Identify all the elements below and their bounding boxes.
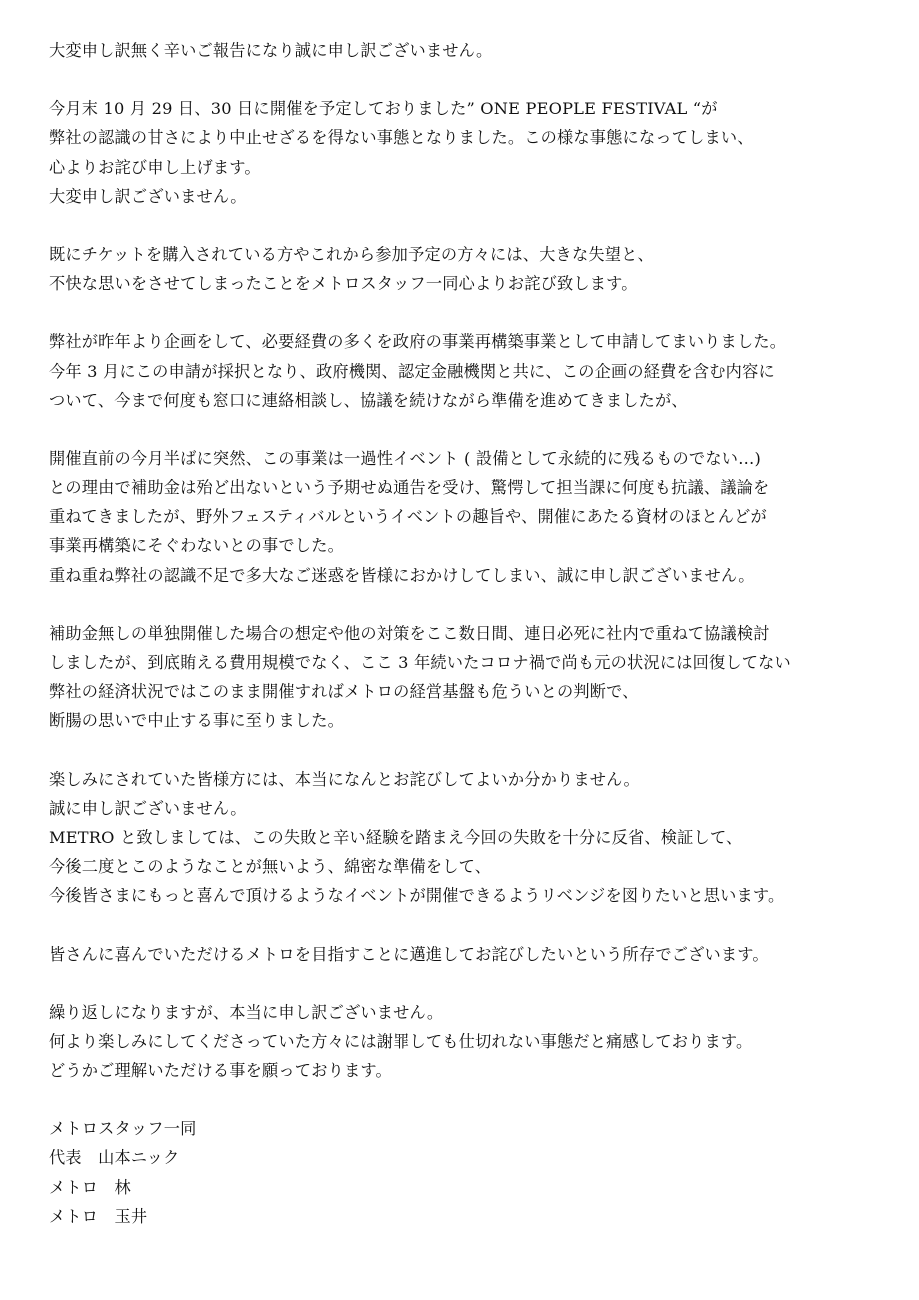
text-line: 楽しみにされていた皆様方には、本当になんとお詫びしてよいか分かりません。 bbox=[49, 769, 640, 789]
paragraph bbox=[49, 327, 899, 415]
text-line: 開催直前の今月半ばに突然、この事業は一過性イベント ( 設備として永続的に残るものでない…) bbox=[49, 448, 761, 468]
paragraph bbox=[49, 240, 899, 298]
text-line: 不快な思いをさせてしまったことをメトロスタッフ一同心よりお詫び致します。 bbox=[49, 274, 638, 294]
paragraph bbox=[49, 444, 899, 590]
signature-line: 代表 山本ニック bbox=[49, 1148, 180, 1168]
text-line: 心よりお詫び申し上げます。 bbox=[49, 157, 261, 177]
paragraph bbox=[49, 619, 899, 736]
text-line: METRO と致しましては、この失敗と辛い経験を踏まえ今回の失敗を十分に反省、検証して、 bbox=[49, 827, 743, 847]
document-body bbox=[49, 36, 899, 1085]
text-line: 今月末 10 月 29 日、30 日に開催を予定しておりました” ONE PEOPLE FESTIVAL “が bbox=[49, 99, 718, 119]
text-line: 補助金無しの単独開催した場合の想定や他の対策をここ数日間、連日必死に社内で重ねて協議検討 bbox=[49, 623, 770, 643]
paragraph bbox=[49, 94, 899, 211]
text-line: 繰り返しになりますが、本当に申し訳ございません。 bbox=[49, 1002, 444, 1022]
text-line: 重ね重ね弊社の認識不足で多大なご迷惑を皆様におかけしてしまい、誠に申し訳ございません。 bbox=[49, 565, 755, 585]
text-line: 皆さんに喜んでいただけるメトロを目指すことに邁進してお詫びしたいという所存でございます。 bbox=[49, 944, 769, 964]
signature-line: メトロスタッフ一同 bbox=[49, 1119, 197, 1139]
text-line: どうかご理解いただける事を願っております。 bbox=[49, 1061, 392, 1081]
paragraph bbox=[49, 940, 899, 969]
text-line: 大変申し訳無く辛いご報告になり誠に申し訳ございません。 bbox=[49, 41, 493, 60]
text-line: 今年 3 月にこの申請が採択となり、政府機関、認定金融機関と共に、この企画の経費を含む内容に bbox=[49, 361, 775, 381]
text-line: 今後皆さまにもっと喜んで頂けるようなイベントが開催できるようリベンジを図りたいと思います。 bbox=[49, 886, 785, 906]
signature-line: メトロ 林 bbox=[49, 1177, 131, 1197]
signature-line: メトロ 玉井 bbox=[49, 1206, 148, 1226]
text-line: 誠に申し訳ございません。 bbox=[49, 798, 247, 818]
text-line: 何より楽しみにしてくださっていた方々には謝罪しても仕切れない事態だと痛感しております。 bbox=[49, 1031, 753, 1051]
text-line: 弊社の認識の甘さにより中止せざるを得ない事態となりました。この様な事態になってしまい、 bbox=[49, 128, 754, 148]
text-line: との理由で補助金は殆ど出ないという予期せぬ通告を受け、驚愕して担当課に何度も抗議、議論を bbox=[49, 478, 770, 498]
text-line: 重ねてきましたが、野外フェスティバルというイベントの趣旨や、開催にあたる資材のほとんどが bbox=[49, 507, 767, 527]
text-line: 断腸の思いで中止する事に至りました。 bbox=[49, 711, 344, 731]
text-line: 弊社の経済状況ではこのまま開催すればメトロの経営基盤も危ういとの判断で、 bbox=[49, 682, 639, 702]
text-line: 事業再構築にそぐわないとの事でした。 bbox=[49, 536, 344, 556]
text-line: 今後二度とこのようなことが無いよう、綿密な準備をして、 bbox=[49, 857, 492, 877]
text-line: ついて、今まで何度も窓口に連絡相談し、協議を続けながら準備を進めてきましたが、 bbox=[49, 390, 688, 410]
text-line: 弊社が昨年より企画をして、必要経費の多くを政府の事業再構築事業として申請してまいりました。 bbox=[49, 332, 787, 352]
text-line: 大変申し訳ございません。 bbox=[49, 186, 247, 206]
paragraph bbox=[49, 998, 899, 1086]
signature-block bbox=[49, 1114, 899, 1231]
paragraph bbox=[49, 765, 899, 911]
text-line: しましたが、到底賄える費用規模でなく、ここ 3 年続いたコロナ禍で尚も元の状況には回復してない bbox=[49, 653, 791, 672]
text-line: 既にチケットを購入されている方やこれから参加予定の方々には、大きな失望と、 bbox=[49, 244, 654, 264]
paragraph bbox=[49, 36, 899, 65]
